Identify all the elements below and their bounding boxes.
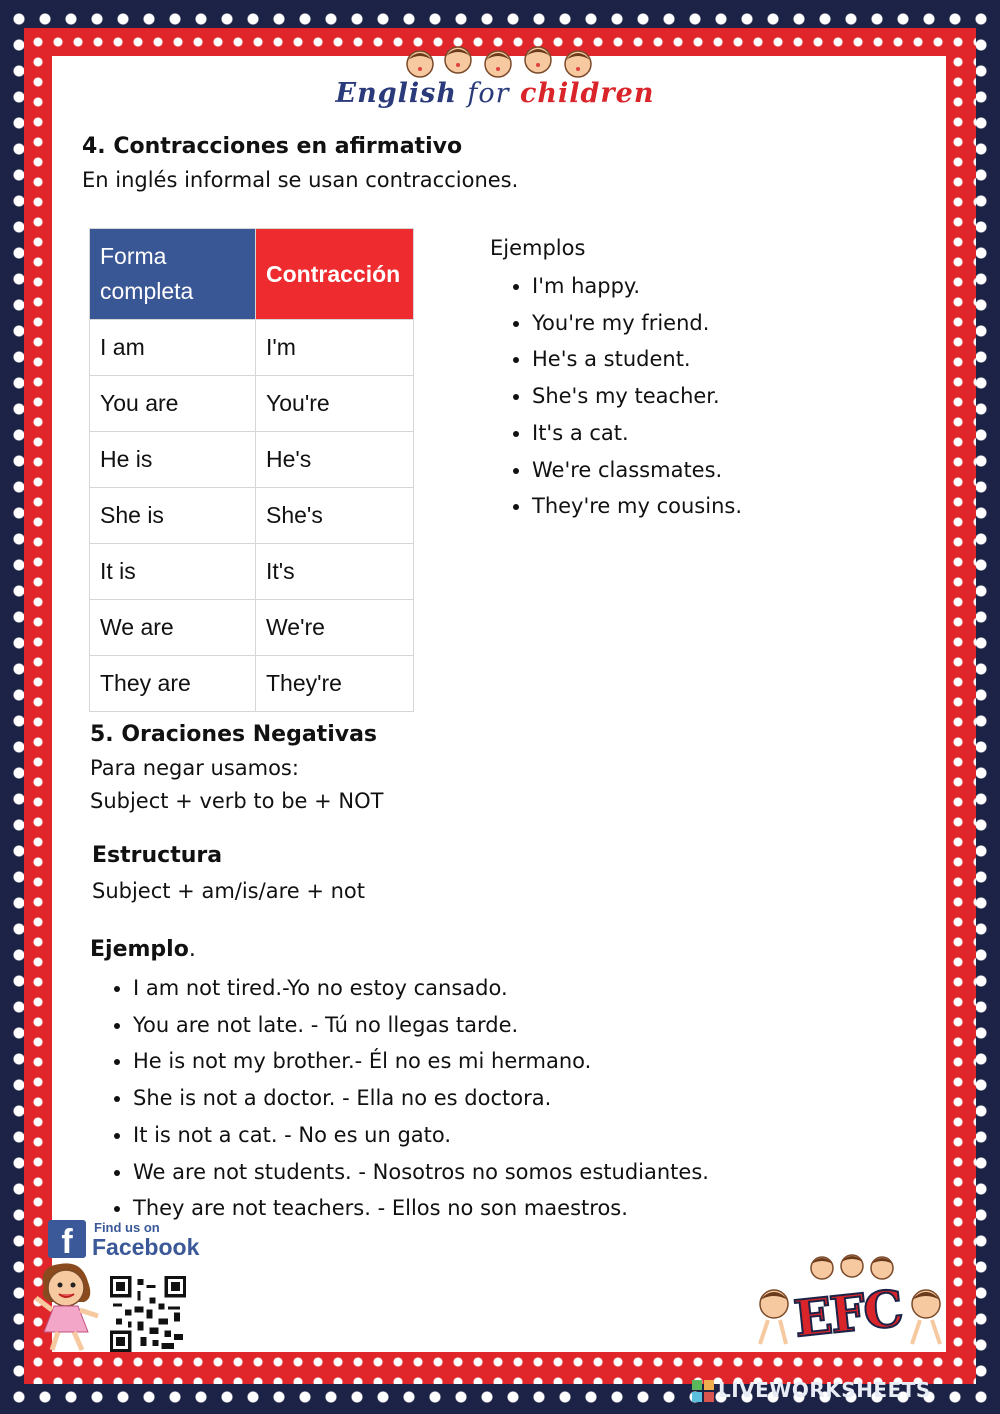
table-row xyxy=(90,432,414,488)
table-row xyxy=(90,320,414,376)
contraction-cell: You're xyxy=(256,376,414,432)
full-form-cell: He is xyxy=(90,432,256,488)
watermark-text: LIVEWORKSHEETS xyxy=(718,1378,931,1402)
list-item: • She's my teacher. xyxy=(532,378,742,415)
dancing-girl-icon xyxy=(30,1258,108,1353)
qr-code-icon xyxy=(110,1276,186,1352)
examples-title: Ejemplos xyxy=(490,236,586,260)
list-item: • I'm happy. xyxy=(532,268,742,305)
contraction-cell: I'm xyxy=(256,320,414,376)
table-header-row xyxy=(90,229,414,320)
english-for-children-logo xyxy=(330,40,660,120)
table-row xyxy=(90,600,414,656)
structure-formula: Subject + am/is/are + not xyxy=(92,879,365,903)
list-item: • You are not late. - Tú no llegas tarde. xyxy=(133,1007,709,1044)
efc-letters: EFC xyxy=(791,1278,905,1349)
contractions-table xyxy=(89,228,414,712)
contraction-cell: They're xyxy=(256,656,414,712)
list-item: • They're my cousins. xyxy=(532,488,742,525)
section4-intro: En inglés informal se usan contracciones. xyxy=(82,168,519,192)
list-item: • She is not a doctor. - Ella no es doctora. xyxy=(133,1080,709,1117)
list-item: • He is not my brother.- Él no es mi hermano. xyxy=(133,1043,709,1080)
negation-formula: Subject + verb to be + NOT xyxy=(90,789,384,813)
full-form-cell: You are xyxy=(90,376,256,432)
logo-word-children: children xyxy=(519,78,655,109)
contraction-cell: He's xyxy=(256,432,414,488)
full-form-cell: She is xyxy=(90,488,256,544)
structure-title: Estructura xyxy=(92,843,223,868)
negation-intro: Para negar usamos: xyxy=(90,756,299,780)
children-faces-icon xyxy=(390,40,610,82)
full-form-cell: We are xyxy=(90,600,256,656)
liveworksheets-watermark xyxy=(692,1378,992,1404)
section5-title: 5. Oraciones Negativas xyxy=(90,722,378,747)
list-item: • He's a student. xyxy=(532,341,742,378)
contraction-cell: We're xyxy=(256,600,414,656)
table-row xyxy=(90,544,414,600)
list-item: • We are not students. - Nosotros no somos estudiantes. xyxy=(133,1154,709,1191)
negative-example-title: Ejemplo xyxy=(90,937,189,962)
list-item: • They are not teachers. - Ellos no son maestros. xyxy=(133,1190,709,1227)
full-form-cell: It is xyxy=(90,544,256,600)
list-item: • You're my friend. xyxy=(532,305,742,342)
list-item: • I am not tired.-Yo no estoy cansado. xyxy=(133,970,709,1007)
header-full-form: Forma completa xyxy=(90,229,256,320)
list-item: • It's a cat. xyxy=(532,415,742,452)
contraction-cell: She's xyxy=(256,488,414,544)
list-item: • We're classmates. xyxy=(532,452,742,489)
liveworksheets-logo-icon xyxy=(692,1380,714,1402)
efc-logo xyxy=(752,1252,948,1352)
logo-word-for: for xyxy=(467,78,510,109)
list-item: • It is not a cat. - No es un gato. xyxy=(133,1117,709,1154)
negative-examples-list xyxy=(110,970,709,1227)
table-row xyxy=(90,656,414,712)
logo-word-english: English xyxy=(335,78,457,109)
full-form-cell: I am xyxy=(90,320,256,376)
negative-example-suffix: . xyxy=(188,937,196,962)
header-contraction: Contracción xyxy=(256,229,414,320)
facebook-name: Facebook xyxy=(92,1234,200,1260)
facebook-badge[interactable] xyxy=(48,1220,208,1262)
negative-example-heading xyxy=(90,937,196,962)
contraction-cell: It's xyxy=(256,544,414,600)
section4-title: 4. Contracciones en afirmativo xyxy=(82,134,463,159)
full-form-cell: They are xyxy=(90,656,256,712)
facebook-find-us: Find us on xyxy=(94,1220,160,1235)
facebook-icon: f xyxy=(48,1220,86,1258)
table-row xyxy=(90,376,414,432)
table-row xyxy=(90,488,414,544)
affirmative-examples-list xyxy=(510,268,742,525)
